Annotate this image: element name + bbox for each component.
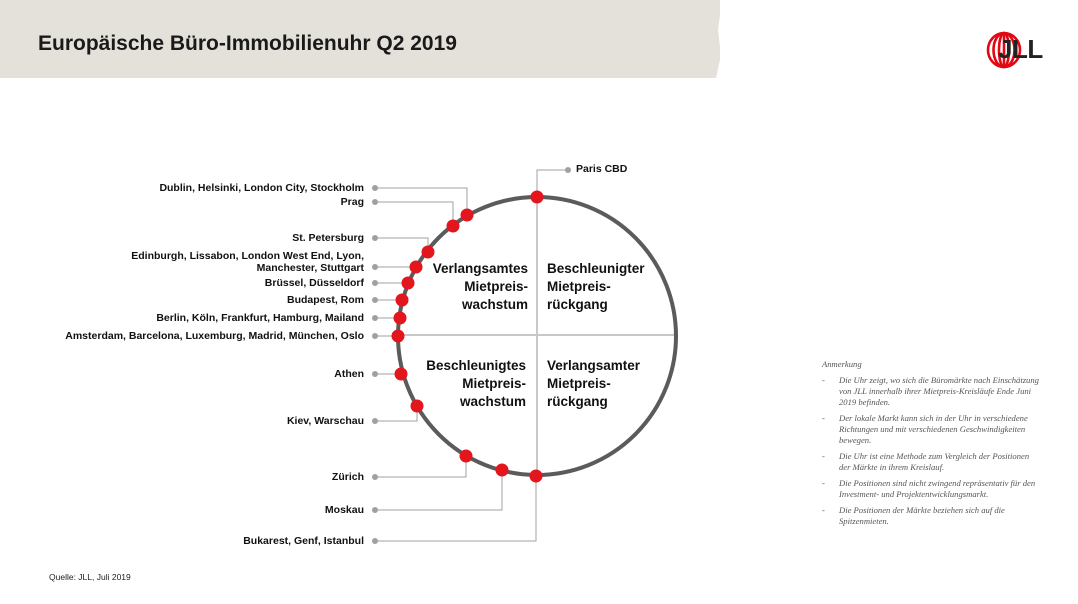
source-note: Quelle: JLL, Juli 2019 [49, 572, 131, 582]
connector-bukarest [375, 476, 536, 541]
connector-zuerich [375, 456, 466, 477]
marker-athen [395, 368, 408, 381]
note-item: - Die Uhr zeigt, wo sich die Büromärkte nach Einschätzung von JLL innerhalb ihrer Mietpreis-Kreisläufe Ende Juni 2019 befinden. [822, 375, 1042, 408]
endpoint-moskau [372, 507, 378, 513]
marker-bukarest [530, 470, 543, 483]
marker-moskau [496, 464, 509, 477]
note-item: - Die Positionen der Märkte beziehen sich auf die Spitzenmieten. [822, 505, 1042, 527]
endpoint-stpete [372, 235, 378, 241]
endpoint-kiev [372, 418, 378, 424]
market-label-edinburgh: Edinburgh, Lissabon, London West End, Lyon, Manchester, Stuttgart [131, 250, 364, 274]
endpoint-bruessel [372, 280, 378, 286]
notes-title: Anmerkung [822, 359, 862, 369]
marker-stpete [422, 246, 435, 259]
marker-prag [447, 220, 460, 233]
marker-amsterdam [392, 330, 405, 343]
connector-moskau [375, 470, 502, 510]
logo-wordmark: JLL [998, 34, 1043, 64]
market-label-athen: Athen [334, 368, 364, 380]
market-label-moskau: Moskau [324, 504, 364, 516]
endpoint-paris [565, 167, 571, 173]
endpoint-dublin [372, 185, 378, 191]
quadrant-label-top-right: Beschleunigter Mietpreis- rückgang [547, 261, 645, 312]
note-item: - Die Positionen sind nicht zwingend repräsentativ für den Investment- und Projektentwicklungsmarkt. [822, 478, 1042, 500]
market-label-prag: Prag [340, 196, 364, 208]
market-label-bukarest: Bukarest, Genf, Istanbul [243, 535, 364, 547]
notes-list [822, 375, 1042, 527]
quadrant-label-bottom-left: Beschleunigtes Mietpreis- wachstum [426, 358, 526, 409]
marker-budapest [396, 294, 409, 307]
endpoint-bukarest [372, 538, 378, 544]
endpoint-athen [372, 371, 378, 377]
endpoint-prag [372, 199, 378, 205]
endpoint-budapest [372, 297, 378, 303]
market-label-dublin: Dublin, Helsinki, London City, Stockholm [159, 182, 364, 194]
market-label-amsterdam: Amsterdam, Barcelona, Luxemburg, Madrid, München, Oslo [65, 330, 364, 342]
note-item: - Die Uhr ist eine Methode zum Vergleich der Positionen der Märkte in ihrem Kreislauf. [822, 451, 1042, 473]
notes-panel [822, 359, 1042, 532]
endpoint-edinburgh [372, 264, 378, 270]
marker-paris [531, 191, 544, 204]
market-label-bruessel: Brüssel, Düsseldorf [264, 277, 364, 289]
market-label-berlin: Berlin, Köln, Frankfurt, Hamburg, Mailand [156, 312, 364, 324]
quadrant-label-top-left: Verlangsamtes Mietpreis- wachstum [432, 261, 528, 312]
note-item: - Der lokale Markt kann sich in der Uhr in verschiedene Richtungen und mit verschiedenen Geschwindigkeiten bewegen. [822, 413, 1042, 446]
marker-bruessel [402, 277, 415, 290]
endpoint-zuerich [372, 474, 378, 480]
marker-berlin [394, 312, 407, 325]
marker-zuerich [460, 450, 473, 463]
page-title: Europäische Büro-Immobilienuhr Q2 2019 [38, 32, 457, 55]
endpoint-amsterdam [372, 333, 378, 339]
market-label-budapest: Budapest, Rom [286, 294, 364, 306]
market-label-zuerich: Zürich [331, 471, 364, 483]
quadrant-label-bottom-right: Verlangsamter Mietpreis- rückgang [547, 358, 641, 409]
market-label-stpete: St. Petersburg [292, 232, 364, 244]
connector-stpete [375, 238, 428, 252]
endpoint-berlin [372, 315, 378, 321]
market-label-paris: Paris CBD [576, 163, 628, 175]
marker-dublin [461, 209, 474, 222]
connector-prag [375, 202, 453, 226]
market-label-kiev: Kiev, Warschau [286, 415, 364, 427]
